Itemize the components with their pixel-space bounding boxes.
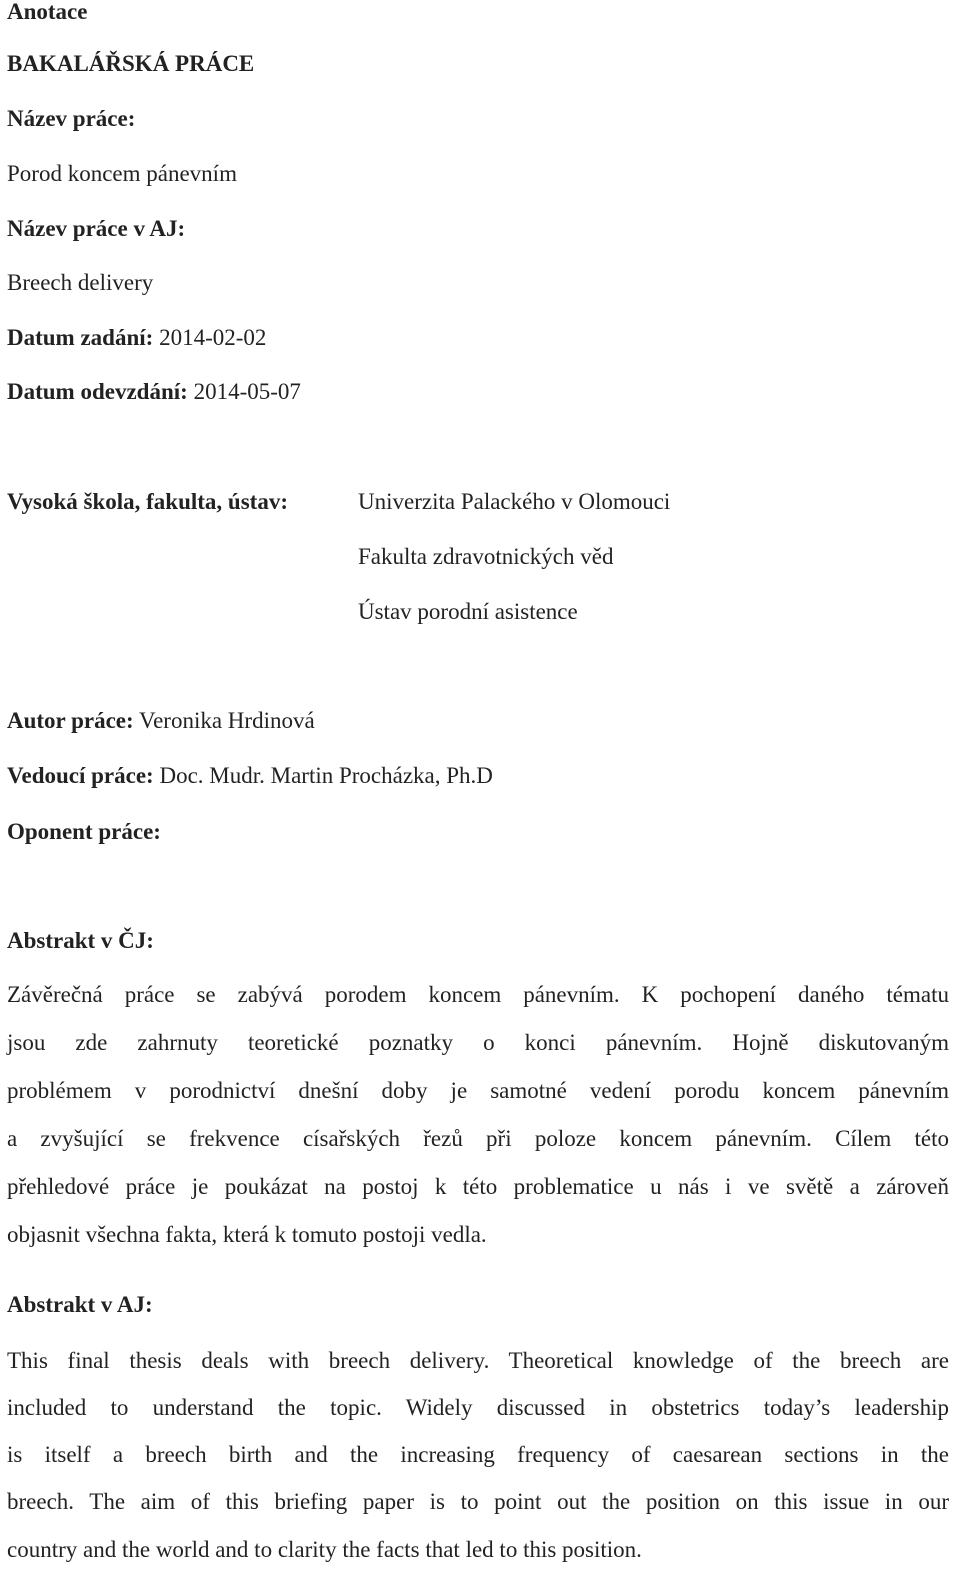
institution-department: Ústav porodní asistence [358,599,578,624]
abstract-cz-line: problémem v porodnictví dnešní doby je samotné vedení porodu koncem pánevním [7,1078,949,1103]
abstract-cz-line: objasnit všechna fakta, která k tomuto postoji vedla. [7,1222,487,1247]
abstract-en-label: Abstrakt v AJ: [7,1292,153,1317]
author-row [7,707,315,735]
abstract-cz-line: a zvyšující se frekvence císařských řezů při poloze koncem pánevním. Cílem této [7,1126,949,1151]
abstract-en-line: country and the world and to clarity the facts that led to this position. [7,1537,642,1562]
supervisor-value: Doc. Mudr. Martin Procházka, Ph.D [159,763,493,788]
title-en-value: Breech delivery [7,270,154,295]
abstract-cz-line: přehledové práce je poukázat na postoj k této problematice u nás i ve světě a zároveň [7,1174,949,1199]
thesis-type: BAKALÁŘSKÁ PRÁCE [7,51,255,76]
page-heading: Anotace [7,0,88,24]
institution-label: Vysoká škola, fakulta, ústav: [7,489,288,514]
abstract-en-line: breech. The aim of this briefing paper is to point out the position on this issue in our [7,1489,949,1514]
abstract-cz-line: Závěrečná práce se zabývá porodem koncem pánevním. K pochopení daného tématu [7,982,949,1007]
date-assigned-value: 2014-02-02 [159,325,267,350]
title-en-label: Název práce v AJ: [7,216,186,241]
date-submitted-value: 2014-05-07 [193,379,301,404]
abstract-cz-line: jsou zde zahrnuty teoretické poznatky o konci pánevním. Hojně diskutovaným [7,1030,949,1055]
title-cz-label: Název práce: [7,106,136,131]
abstract-en-line: included to understand the topic. Widely discussed in obstetrics today’s leadership [7,1395,949,1420]
author-label: Autor práce: [7,708,134,733]
abstract-cz-label: Abstrakt v ČJ: [7,928,154,953]
abstract-en-line: is itself a breech birth and the increasing frequency of caesarean sections in the [7,1442,949,1467]
date-assigned-row [7,324,266,352]
institution-faculty: Fakulta zdravotnických věd [358,544,614,569]
date-submitted-label: Datum odevzdání: [7,379,188,404]
title-cz-value: Porod koncem pánevním [7,161,237,186]
institution-university: Univerzita Palackého v Olomouci [358,489,671,514]
author-value: Veronika Hrdinová [139,708,315,733]
opponent-label: Oponent práce: [7,819,161,844]
supervisor-row [7,762,493,790]
date-assigned-label: Datum zadání: [7,325,154,350]
date-submitted-row [7,378,301,406]
abstract-en-line: This final thesis deals with breech delivery. Theoretical knowledge of the breech are [7,1348,949,1373]
supervisor-label: Vedoucí práce: [7,763,154,788]
